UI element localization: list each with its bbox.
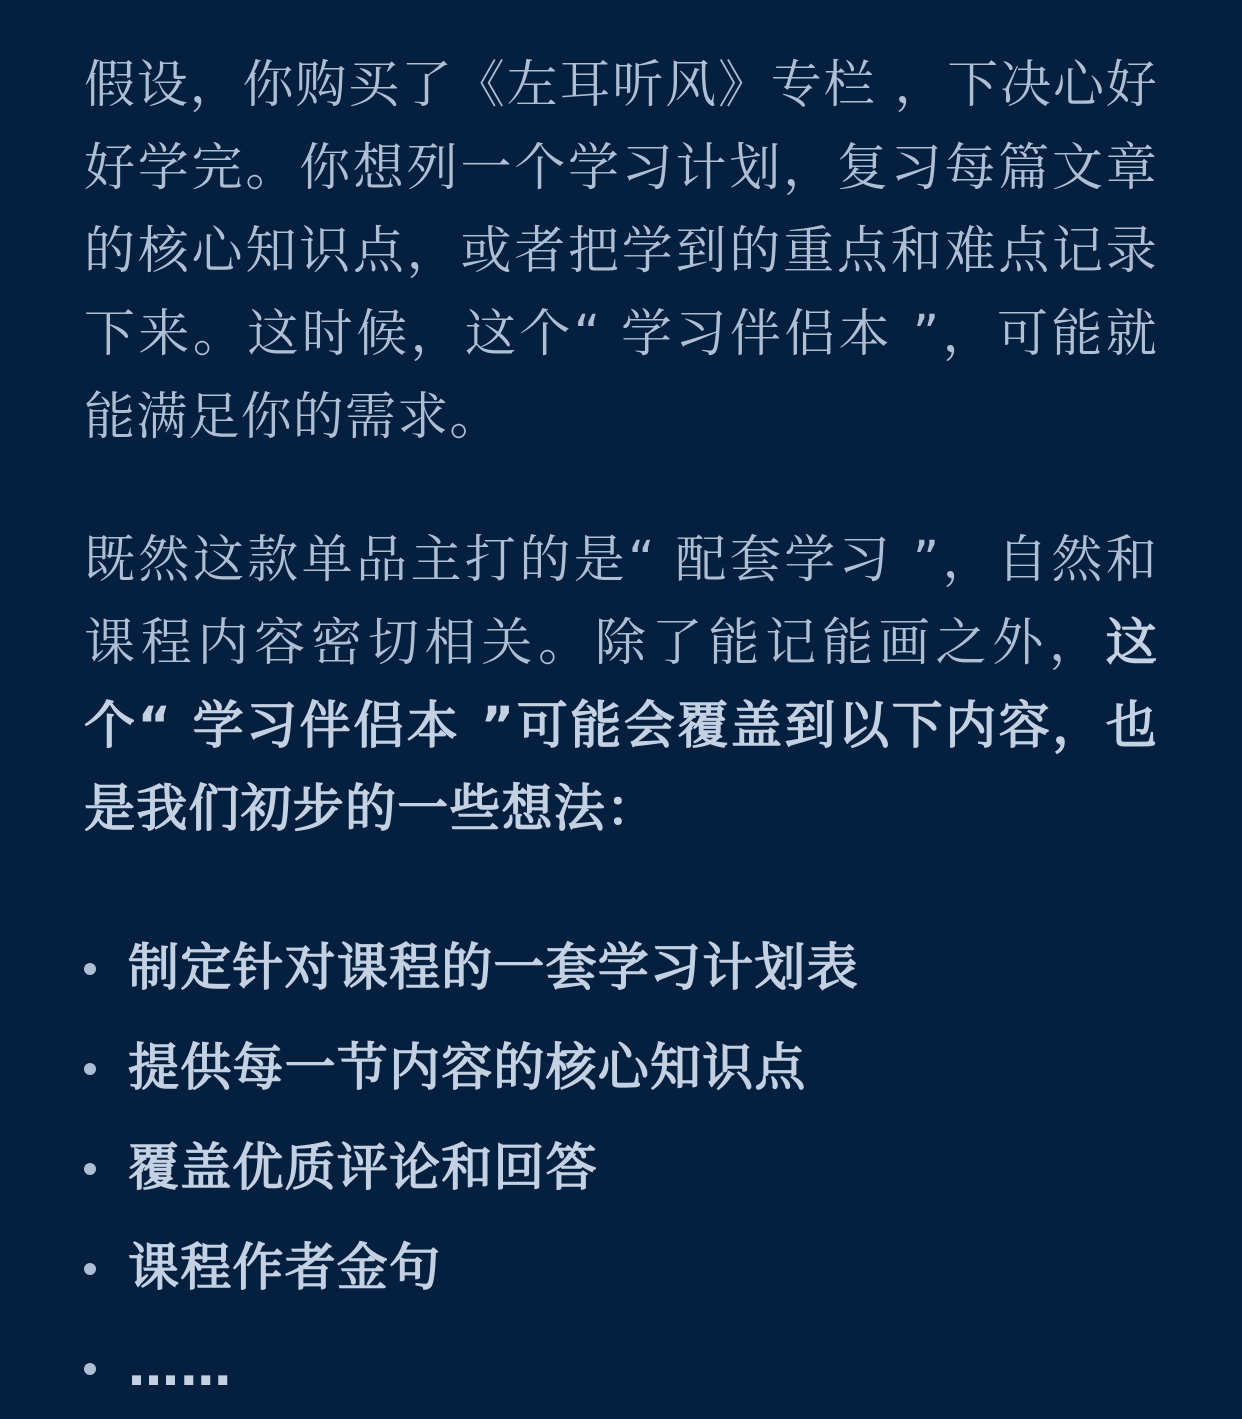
feature-paragraph-text: 既然这款单品主打的是“ 配套学习 ”，自然和课程内容密切相关。除了能记能画之外，	[84, 531, 1158, 673]
list-item	[84, 1119, 1158, 1219]
list-item	[84, 1219, 1158, 1319]
list-item	[84, 1319, 1158, 1419]
list-item	[84, 919, 1158, 1019]
bullet-dot-icon	[84, 1263, 96, 1275]
list-item-text: 课程作者金句	[128, 1239, 442, 1298]
feature-paragraph	[84, 519, 1158, 851]
list-item-text: 覆盖优质评论和回答	[128, 1139, 598, 1198]
intro-paragraph: 假设，你购买了《左耳听风》专栏 ，下决心好好学完。你想列一个学习计划，复习每篇文章的核心知识点，或者把学到的重点和难点记录下来。这时候，这个“ 学习伴侣本 ”，可能就能满足你的需求。	[84, 56, 1158, 447]
list-item-text: ……	[128, 1339, 233, 1398]
bullet-dot-icon	[84, 1163, 96, 1175]
bullet-dot-icon	[84, 963, 96, 975]
list-item	[84, 1019, 1158, 1119]
bullet-dot-icon	[84, 1363, 96, 1375]
bullet-dot-icon	[84, 1063, 96, 1075]
list-item-text: 制定针对课程的一套学习计划表	[128, 939, 859, 998]
list-item-text: 提供每一节内容的核心知识点	[128, 1039, 807, 1098]
idea-list	[84, 919, 1158, 1419]
feature-paragraph-bold-text: 这个“ 学习伴侣本 ”可能会覆盖到以下内容，也是我们初步的一些想法：	[84, 614, 1158, 839]
